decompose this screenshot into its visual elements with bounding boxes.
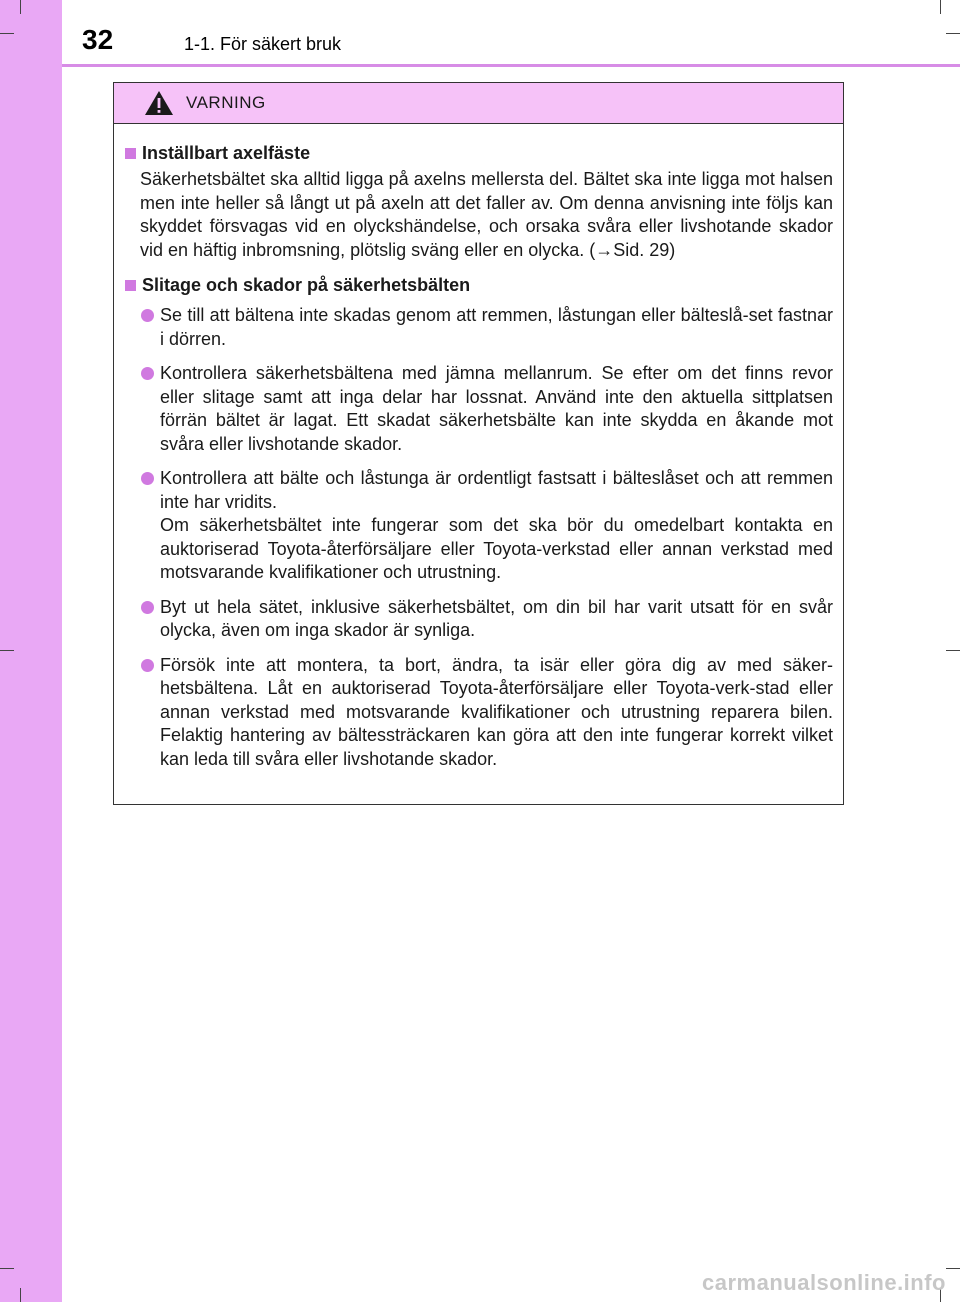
- page-number: 32: [82, 24, 114, 55]
- header-rule: [62, 64, 960, 67]
- crop-mark: [946, 1268, 960, 1269]
- bullet-text-continuation: Om säkerhetsbältet inte fungerar som det ska bör du omedelbart kontakta en auktoriserad Toyota-återförsäljare eller Toyota-verkstad eller annan verkstad med motsvarande kvalifikationer och utrustning.: [160, 515, 833, 582]
- crop-mark: [20, 0, 21, 14]
- round-bullet-icon: [141, 472, 154, 485]
- crop-mark: [940, 0, 941, 14]
- warning-box: [113, 82, 844, 805]
- round-bullet-icon: [141, 601, 154, 614]
- round-bullet-icon: [141, 367, 154, 380]
- list-item: Försök inte att montera, ta bort, ändra, ta isär eller göra dig av med säker-hetsbältena. Låt en auktoriserad Toyota-återförsäljare eller Toyota-verk-stad eller annan verkstad med motsvarande kvalifikationer och utrustning reparera bilen. Felaktig hantering av bältessträckaren kan göra att den inte fungerar korrekt vilket kan leda till svåra eller livshotande skador.: [141, 654, 833, 772]
- section-heading: Inställbart axelfäste: [142, 143, 311, 163]
- bullet-text-line: Kontrollera att bälte och låstunga är ordentligt fastsatt i bälteslåset och att remmen inte har vridits.: [160, 468, 833, 512]
- square-bullet-icon: [125, 280, 136, 291]
- list-item: Byt ut hela sätet, inklusive säkerhetsbältet, om din bil har varit utsatt för en svår olycka, även om inga skador är synliga.: [141, 596, 833, 643]
- square-bullet-icon: [125, 148, 136, 159]
- side-color-band: [0, 0, 62, 1302]
- section-title: 1-1. För säkert bruk: [184, 34, 342, 54]
- crop-mark: [0, 33, 14, 34]
- warning-title: VARNING: [186, 93, 266, 112]
- crop-mark: [946, 33, 960, 34]
- list-item: Kontrollera säkerhetsbältena med jämna mellanrum. Se efter om det finns revor eller slitage samt att inga delar har lossnat. Använd inte den aktuella sittplatsen förrän bältet är lagat. Ett skadat säkerhetsbälte kan inte skydda en åkande mot svåra eller livshotande skador.: [141, 362, 833, 456]
- section-paragraph: Säkerhetsbältet ska alltid ligga på axelns mellersta del. Bältet ska inte ligga mot halsen men inte heller så långt ut på axeln att det faller av. Om denna anvisning inte följs kan skyddet försvagas vid en olyckshändelse, och orsaka svåra eller livshotande skador vid en häftig inbromsning, plötslig sväng eller en olycka. (→Sid. 29): [140, 169, 833, 260]
- crop-mark: [0, 650, 14, 651]
- crop-mark: [20, 1288, 21, 1302]
- crop-mark: [946, 650, 960, 651]
- list-item: [141, 467, 833, 585]
- watermark: carmanualsonline.info: [702, 1270, 946, 1295]
- round-bullet-icon: [141, 659, 154, 672]
- section-wear-damage: [125, 272, 833, 771]
- warning-body: [114, 124, 843, 771]
- section-heading: Slitage och skador på säkerhetsbälten: [142, 275, 471, 295]
- warning-triangle-icon: [144, 90, 174, 116]
- round-bullet-icon: [141, 309, 154, 322]
- warning-header: [114, 83, 843, 124]
- section-shoulder-anchor: [125, 140, 833, 262]
- crop-mark: [0, 1268, 14, 1269]
- list-item: Se till att bältena inte skadas genom att remmen, låstungan eller bälteslå-set fastnar i dörren.: [141, 304, 833, 351]
